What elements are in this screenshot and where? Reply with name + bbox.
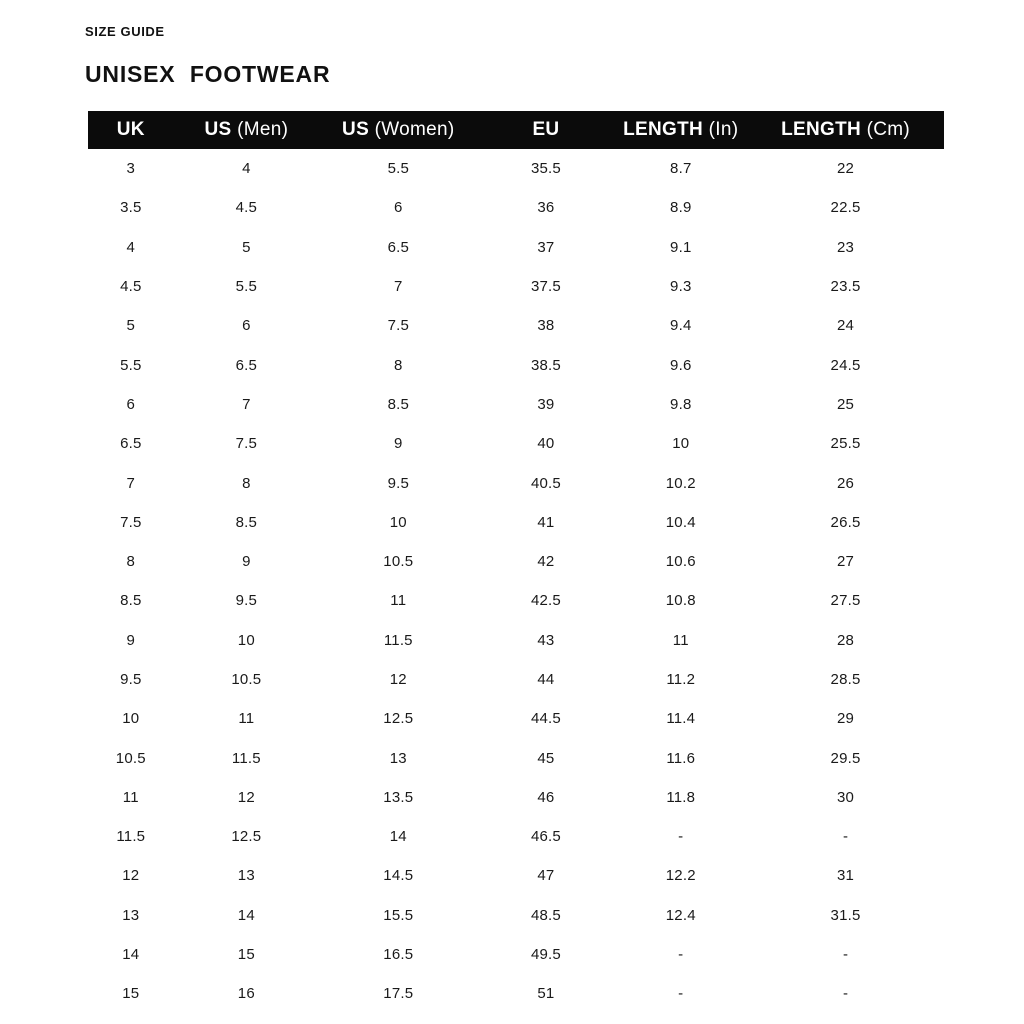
table-header [88,111,944,149]
table-cell: 15.5 [383,906,414,924]
table-cell: 11.5 [383,631,413,649]
table-cell: 24.5 [830,356,861,374]
table-cell: 14 [389,828,407,846]
table-cell: 12 [389,671,407,688]
table-cell: 30 [837,788,855,806]
table-cell: 11.2 [666,671,696,688]
size-conversion-table [88,111,944,1014]
table-cell: 37.5 [530,278,561,296]
column-header: LENGTH (In) [614,111,747,149]
table-cell: 8 [394,356,403,374]
table-cell: 9 [394,435,403,453]
table-cell: 12 [122,867,140,885]
table-cell: 9 [126,631,136,649]
table-cell: 13 [237,867,255,885]
table-cell: 11 [122,788,139,806]
table-cell: 5.5 [120,356,142,374]
table-cell: - [842,985,849,1003]
table-cell: 46.5 [530,828,561,846]
table-cell: 8.9 [670,199,692,217]
table-cell: 6.5 [387,238,410,256]
table-cell: 15 [122,985,140,1003]
table-cell: 39 [537,395,555,413]
column-header: LENGTH (Cm) [747,111,944,149]
table-cell: 11.6 [666,749,696,767]
table-row [88,267,944,306]
table-cell: 42.5 [530,592,561,610]
table-cell: 4.5 [235,199,258,217]
table-cell: 29 [837,710,855,728]
table-cell: 5 [126,317,136,335]
table-cell: 17.5 [383,985,414,1003]
table-cell: 24 [837,317,855,335]
table-cell: 10 [122,710,140,728]
table-row [88,149,944,188]
table-cell: 9.6 [670,356,692,374]
table-cell: - [678,828,684,846]
table-row [88,935,944,974]
table-cell: 26.5 [830,513,861,531]
table-cell: 11.5 [116,828,146,846]
table-cell: - [842,828,849,846]
table-cell: 9.8 [670,395,692,413]
table-cell: 7.5 [120,513,142,531]
table-cell: 10 [389,513,407,531]
table-cell: 7 [126,474,136,492]
table-cell: 10.2 [665,474,696,492]
table-cell: 7.5 [387,317,410,335]
table-cell: 10 [672,435,690,453]
table-cell: 28 [837,631,855,649]
table-cell: 12 [237,788,255,806]
table-cell: 3.5 [120,199,142,217]
table-body [88,149,944,1014]
page-title: UNISEX FOOTWEAR [85,61,331,87]
table-cell: 13 [122,906,140,924]
table-cell: 37 [537,238,555,256]
table-cell: 6.5 [235,356,258,374]
table-cell: 29.5 [830,749,861,767]
table-cell: 9 [242,553,251,571]
table-cell: 15 [237,946,255,964]
table-row [88,660,944,699]
table-cell: 40.5 [530,474,561,492]
table-row [88,581,944,620]
table-cell: 12.2 [665,867,696,885]
table-cell: 5 [242,238,251,256]
table-cell: 6.5 [120,435,142,453]
table-cell: 14 [122,946,140,964]
table-cell: 46 [537,788,555,806]
table-row [88,699,944,738]
table-cell: 10.6 [665,553,696,571]
table-row [88,306,944,345]
table-cell: 23 [837,238,855,256]
table-row [88,974,944,1013]
table-row [88,542,944,581]
table-row [88,345,944,384]
table-cell: 11 [238,710,255,728]
table-cell: 10.5 [115,749,146,767]
table-cell: 23.5 [830,278,861,296]
table-cell: 5.5 [235,278,258,296]
table-cell: 7 [394,278,403,296]
table-cell: 9.1 [670,238,692,256]
table-row [88,463,944,502]
table-row [88,385,944,424]
table-cell: 31.5 [830,906,861,924]
table-cell: 22.5 [830,199,861,217]
table-cell: 44.5 [530,710,561,728]
table-cell: 12.5 [231,828,262,846]
table-row [88,621,944,660]
table-cell: 6 [394,199,403,217]
table-cell: 27.5 [830,592,861,610]
table-cell: - [678,946,684,964]
table-cell: 26 [837,474,855,492]
table-cell: 9.3 [670,278,692,296]
table-row [88,856,944,895]
table-cell: 11 [672,631,689,649]
table-cell: 16.5 [383,946,414,964]
table-cell: 38.5 [530,356,561,374]
table-cell: 9.5 [120,671,142,688]
table-cell: 10.8 [665,592,696,610]
table-cell: 9.4 [670,317,692,335]
table-cell: 14.5 [383,867,414,885]
table-cell: 47 [537,867,555,885]
table-cell: 10.4 [665,513,696,531]
table-row [88,503,944,542]
table-cell: 27 [837,553,855,571]
column-header: US (Men) [174,111,320,149]
table-cell: 9.5 [235,592,258,610]
table-cell: 6 [242,317,251,335]
table-cell: - [678,985,684,1003]
table-row [88,778,944,817]
table-cell: 6 [126,395,136,413]
table-cell: 11.8 [666,788,696,806]
column-header: UK [88,111,174,149]
table-cell: 38 [537,317,555,335]
page-eyebrow: SIZE GUIDE [85,24,165,39]
table-cell: 12.5 [383,710,414,728]
table-cell: 4 [126,238,136,256]
table-cell: 42 [537,553,555,571]
table-cell: 48.5 [530,906,561,924]
table-row [88,228,944,267]
column-header: US (Women) [319,111,477,149]
table-cell: 10 [237,631,255,649]
table-row [88,896,944,935]
table-cell: 12.4 [665,906,696,924]
table-cell: 35.5 [530,160,561,178]
table-cell: 9.5 [387,474,410,492]
table-row [88,817,944,856]
table-row [88,188,944,227]
table-cell: 7 [242,395,251,413]
table-cell: 8.7 [670,160,692,178]
table-cell: 4.5 [120,278,142,296]
table-cell: 8.5 [387,395,410,413]
table-cell: 36 [537,199,555,217]
table-cell: 31 [837,867,855,885]
table-cell: 13 [389,749,407,767]
table-cell: 25.5 [830,435,861,453]
table-cell: 10.5 [383,553,414,571]
table-cell: 51 [537,985,555,1003]
table-cell: 10.5 [231,671,262,688]
table-cell: 22 [837,160,855,178]
table-cell: 11.5 [231,749,261,767]
table-cell: 8 [242,474,251,492]
table-cell: 41 [537,513,555,531]
table-cell: 8.5 [120,592,142,610]
table-cell: 4 [242,160,251,178]
table-cell: 16 [237,985,255,1003]
table-cell: 3 [126,160,136,178]
table-cell: 45 [537,749,555,767]
table-cell: 8.5 [235,513,258,531]
table-cell: 8 [126,553,136,571]
table-cell: 28.5 [830,671,861,688]
table-cell: 5.5 [387,160,410,178]
table-cell: 7.5 [235,435,258,453]
table-cell: 43 [537,631,555,649]
table-cell: 49.5 [530,946,561,964]
table-cell: 13.5 [383,788,414,806]
table-cell: 11.4 [666,710,696,728]
table-cell: 25 [837,395,855,413]
table-header-row [88,111,944,149]
column-header: EU [477,111,614,149]
table-row [88,738,944,777]
table-cell: 14 [237,906,255,924]
table-row [88,424,944,463]
table-cell: 40 [537,435,555,453]
table-cell: 44 [537,671,555,688]
table-cell: 11 [390,592,407,610]
table-cell: - [842,946,849,964]
